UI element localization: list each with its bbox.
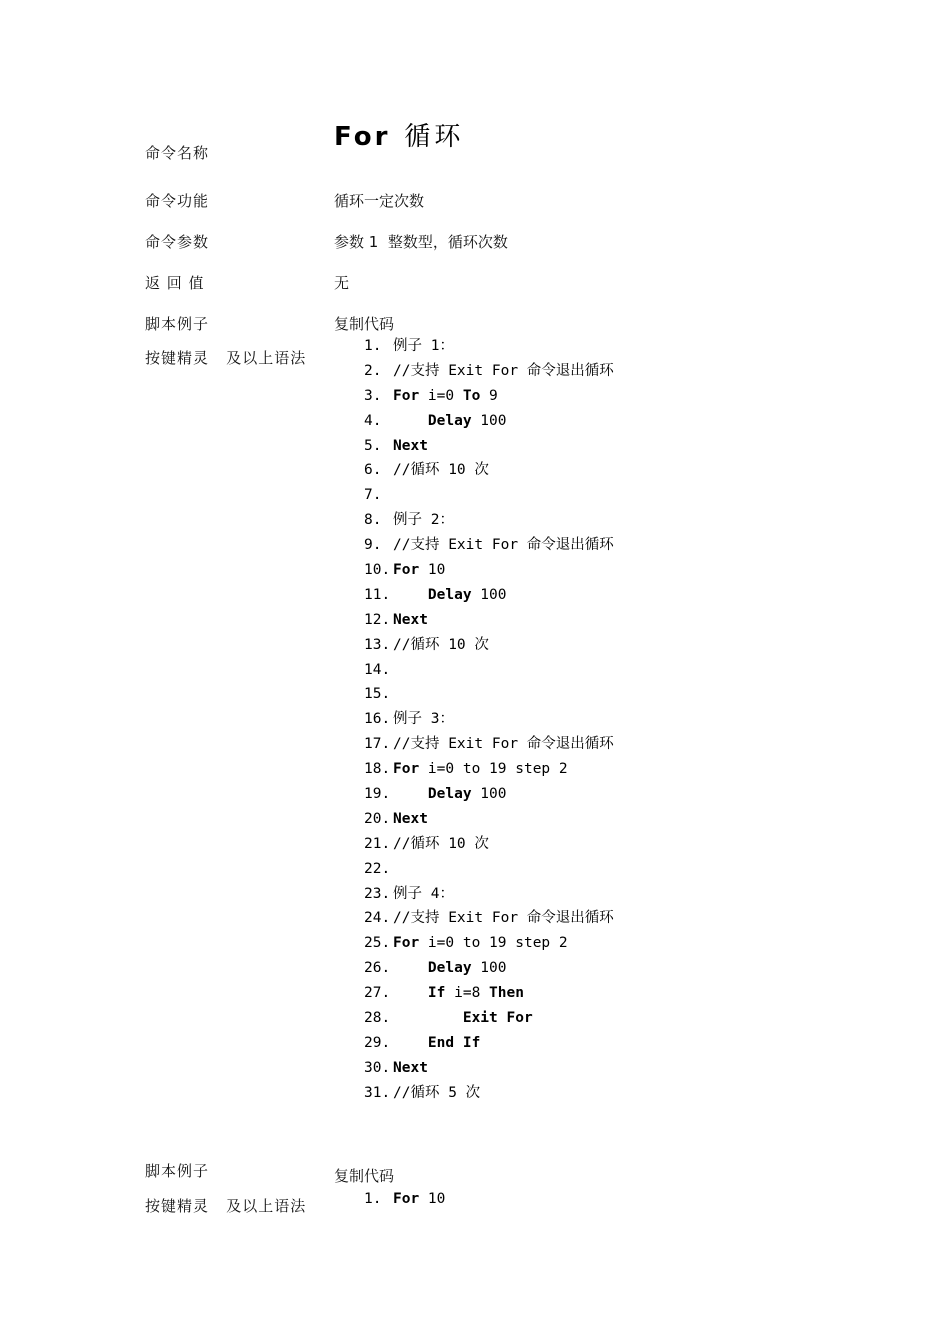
code-line: 24. //支持 Exit For 命令退出循环 — [364, 910, 614, 927]
return-value: 无 — [334, 274, 350, 292]
command-name-label: 命令名称 — [145, 144, 210, 162]
code-line: 28. Exit For — [364, 1010, 533, 1027]
code-line: 18. For i=0 to 19 step 2 — [364, 761, 568, 778]
code-line: 21. //循环 10 次 — [364, 835, 489, 852]
syntax-version-label: 按键精灵 及以上语法 — [145, 349, 307, 367]
page-title: For 循环 — [334, 122, 465, 152]
code-line: 2. //支持 Exit For 命令退出循环 — [364, 362, 614, 379]
code-line: 23. 例子 4： — [364, 885, 454, 902]
code-line: 1. 例子 1： — [364, 338, 454, 354]
command-params-label: 命令参数 — [145, 233, 210, 251]
code-block-2 — [364, 1187, 445, 1212]
code-line: 20. Next — [364, 810, 428, 827]
code-line: 4. Delay 100 — [364, 412, 507, 429]
code-line: 9. //支持 Exit For 命令退出循环 — [364, 537, 614, 554]
code-line: 5. Next — [364, 437, 428, 454]
code-line: 29. End If — [364, 1034, 481, 1051]
code-line: 25. For i=0 to 19 step 2 — [364, 935, 568, 952]
code-line: 7. — [364, 487, 382, 504]
code-line: 27. If i=8 Then — [364, 985, 524, 1002]
code-line: 26. Delay 100 — [364, 960, 507, 977]
code-line: 12. Next — [364, 611, 428, 628]
code-line: 19. Delay 100 — [364, 786, 507, 803]
command-function-value: 循环一定次数 — [334, 192, 425, 210]
code-block — [364, 334, 614, 1106]
code-line: 13. //循环 10 次 — [364, 636, 489, 653]
code-line: 30. Next — [364, 1059, 428, 1076]
code-line: 15. — [364, 686, 391, 703]
script-example-label: 脚本例子 — [145, 315, 210, 333]
syntax-version-label-2: 按键精灵 及以上语法 — [145, 1197, 307, 1215]
code-line: 11. Delay 100 — [364, 586, 507, 603]
code-line: 14. — [364, 661, 391, 678]
code-line: 6. //循环 10 次 — [364, 462, 489, 479]
script-example-label-2: 脚本例子 — [145, 1162, 210, 1180]
command-function-label: 命令功能 — [145, 192, 210, 210]
code-line: 16. 例子 3： — [364, 711, 454, 728]
code-line: 10. For 10 — [364, 562, 446, 579]
command-params-value: 参数 1 整数型，循环次数 — [334, 233, 508, 251]
code-line: 8. 例子 2： — [364, 512, 454, 529]
copy-code-link-2[interactable]: 复制代码 — [334, 1167, 395, 1185]
code-line: 22. — [364, 860, 391, 877]
code-line: 1. For 10 — [364, 1191, 446, 1207]
code-line: 31. //循环 5 次 — [364, 1084, 481, 1101]
code-line: 3. For i=0 To 9 — [364, 387, 498, 404]
copy-code-link[interactable]: 复制代码 — [334, 315, 395, 333]
code-line: 17. //支持 Exit For 命令退出循环 — [364, 736, 614, 753]
return-value-label: 返 回 值 — [145, 274, 205, 292]
